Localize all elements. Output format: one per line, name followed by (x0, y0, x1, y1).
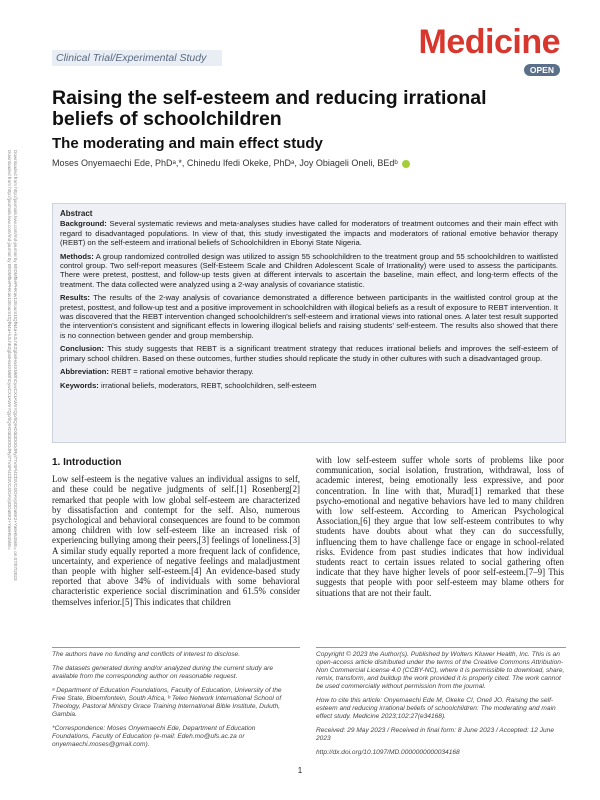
affiliations-note: ᵃ Department of Education Foundations, Faculty of Education, University of the Free State, Bloemfontein, South Africa, ᵇ Teleo Network International School of Theology, Pastoral Ministry Grace Training International Bible Institute, Duluth, Gambia. (52, 687, 282, 718)
keywords-label: Keywords: (60, 380, 99, 390)
keywords-text: irrational beliefs, moderators, REBT, schoolchildren, self-esteem (100, 380, 317, 390)
abstract-keywords (60, 381, 558, 390)
background-label: Background: (60, 219, 107, 229)
methods-label: Methods: (60, 251, 94, 261)
intro-heading: 1. Introduction (52, 457, 122, 468)
author-list (52, 158, 572, 168)
article-title: Raising the self-esteem and reducing irrational beliefs of schoolchildren (52, 87, 487, 130)
abstract-methods (60, 252, 558, 290)
footnotes-right (316, 651, 566, 763)
journal-logo: Medicine (418, 23, 560, 61)
orcid-icon[interactable] (402, 160, 410, 168)
body-column-right (316, 455, 564, 598)
conclusion-label: Conclusion: (60, 344, 104, 354)
footnote-divider-right (316, 647, 566, 648)
abbreviation-text: REBT = rational emotive behavior therapy. (111, 367, 254, 377)
abstract-box (52, 203, 566, 443)
copyright-note: Copyright © 2023 the Author(s). Published by Wolters Kluwer Health, Inc. This is an open-access article distributed under the terms of the Creative Commons Attribution-Non Commercial License 4.0 (CCBY-NC), where it is permissible to download, share, remix, transform, and buildup the work provided it is properly cited. The work cannot be used commercially without permission from the journal. (316, 651, 565, 690)
abstract-conclusion (60, 344, 558, 363)
abstract-abbreviation (60, 367, 558, 376)
open-access-badge: OPEN (524, 64, 560, 76)
results-text: The results of the 2-way analysis of covariance demonstrated a difference between participants in the waitlisted control group at the pretest, posttest, and follow-up test and a positive improvement in schoolchildren with illogical beliefs as a result of exposure to REBT intervention. It was discovered that the REBT intervention changed schoolchildren's self-esteem and irrational views into rational ones. A later test result supported the intervention's consistent and significant effects in lowering illogical beliefs and raising students' self-esteem. The results also showed that there is no connection between gender and group membership. (60, 293, 558, 340)
data-availability-note: The datasets generated during and/or analyzed during the current study are available from the corresponding author on reasonable request. (52, 665, 274, 680)
body-column-left (52, 458, 300, 607)
citation-note: How to cite this article: Onyemaechi Ede M, Okeke CI, Oneli JO. Raising the self-esteem and reducing irrational beliefs of schoolchildren: The moderating and main effect study. Medicine 2023;102:27(e34168). (316, 697, 556, 720)
abstract-heading: Abstract (60, 209, 93, 218)
abbreviation-label: Abbreviation: (60, 367, 109, 377)
footnote-divider-left (52, 647, 300, 648)
correspondence-note: *Correspondence: Moses Onyemaechi Ede, Department of Education Foundations, Faculty of Education (e-mail: Edeh.mo@ufs.ac.za or onyemaechi.moses@gmail.com). (52, 725, 256, 748)
abstract-results (60, 293, 558, 340)
journal-brand (419, 24, 560, 78)
authors-text: Moses Onyemaechi Ede, PhDᵃ,*, Chinedu Ifedi Okeke, PhDᵃ, Joy Obiageli Oneli, BEdᵇ (52, 158, 398, 168)
doi-link[interactable]: http://dx.doi.org/10.1097/MD.0000000000034168 (316, 749, 460, 756)
abstract-background (60, 219, 558, 247)
section-label: Clinical Trial/Experimental Study (56, 52, 207, 64)
results-label: Results: (60, 293, 90, 303)
conclusion-text: This study suggests that REBT is a significant treatment strategy that reduces irrational beliefs and improves the self-esteem of primary school children. Based on these outcomes, further studies should replicate the study in other cultures with such a disadvantaged group. (60, 344, 558, 363)
download-notice-line1: Downloaded from http://journals.lww.com/md-journal by BhDMf5ePHKav1zEoum1tQfN4a+kJLhEZgbsIHo4XMi0hCywCX1AWnYQp/IlQrHD3i3D0OdRyi7TvSFl4Cf3VC4/OAVpDDa8K2+Ya6H515kE= on 07/07/2023 (13, 150, 18, 581)
page-number: 1 (297, 766, 303, 775)
article-subtitle: The moderating and main effect study (52, 135, 323, 152)
funding-note: The authors have no funding and conflicts of interest to disclose. (52, 651, 241, 658)
download-notice (7, 150, 18, 581)
download-notice-line2: Downloaded from http://journals.lww.com/md-journal by BhDMf5ePHKav1zEoum1tQfN4a+kJLhEZgbsIHo4XMi0hCywCX1AWnYQp/IlQrHD3i3D0OdRyi7TvSFl4Cf3VC4/OAVpDDa8K2+Ya6H515kE= (7, 150, 12, 550)
intro-paragraph-left: Low self-esteem is the negative values an individual assigns to self, and these could be negative judgments of self.[1] Rosenberg[2] remarked that people with low global self-esteem are characterized by dissatisfaction and contempt for the self. Also, numerous psychological and behavioral consequences are found to be common among children with low self-esteem like an increased risk of experiencing bullying among their peers,[3] feelings of loneliness.[3] A similar study equally reported a more frequent lack of confidence, uncertainty, and experience of negative feelings and maladjustment than people with higher self-esteem.[4] An evidence-based study reported that above 34% of individuals with some behavioral characteristic experience social discrimination and 61.5% consider themselves inferior.[5] This indicates that children (52, 474, 300, 607)
intro-paragraph-right: with low self-esteem suffer whole sorts of problems like poor communication, social isolation, frustration, withdrawal, loss of academic interest, being emotionally less expressive, and poor concentration. In line with that, Murad[1] remarked that these psycho-emotional and negative behaviors have led to many children with low self-esteem. According to American Psychological Association,[6] they argue that low self-esteem contributes to why students have doubts about what they can do successfully, influencing them to have challenge face or engage in school-related risks. Evidence from past studies indicates that how individual students react to certain issues related to social gathering often indicate that they have higher levels of poor self-esteem.[7–9] This suggests that people with poor self-esteem may blame others for situations that are not their fault. (316, 455, 564, 598)
background-text: Several systematic reviews and meta-analyses studies have called for moderators of treatment outcomes and their main effect with regard to disadvantaged populations. In view of that, this study investigated the impacts and moderators of rational emotive behavior therapy (REBT) on the self-esteem and irrational beliefs of Schoolchildren in Ebonyi State Nigeria. (60, 219, 558, 248)
dates-note: Received: 29 May 2023 / Received in final form: 8 June 2023 / Accepted: 12 June 2023 (316, 727, 555, 742)
methods-text: A group randomized controlled design was utilized to assign 55 schoolchildren to the treatment group and 55 schoolchildren to waitlisted control group. Two self-report measures (Self-Esteem Scale and Children Adolescent Scale of Irrationality) were used to assess the participants. There were pretest, posttest, and follow-up tests given at different intervals to ascertain the baseline, main effect, and long-term effects of the treatment. The data collected were analyzed using a 2-way analysis of covariance statistic. (60, 251, 558, 289)
footnotes-left (52, 651, 292, 755)
